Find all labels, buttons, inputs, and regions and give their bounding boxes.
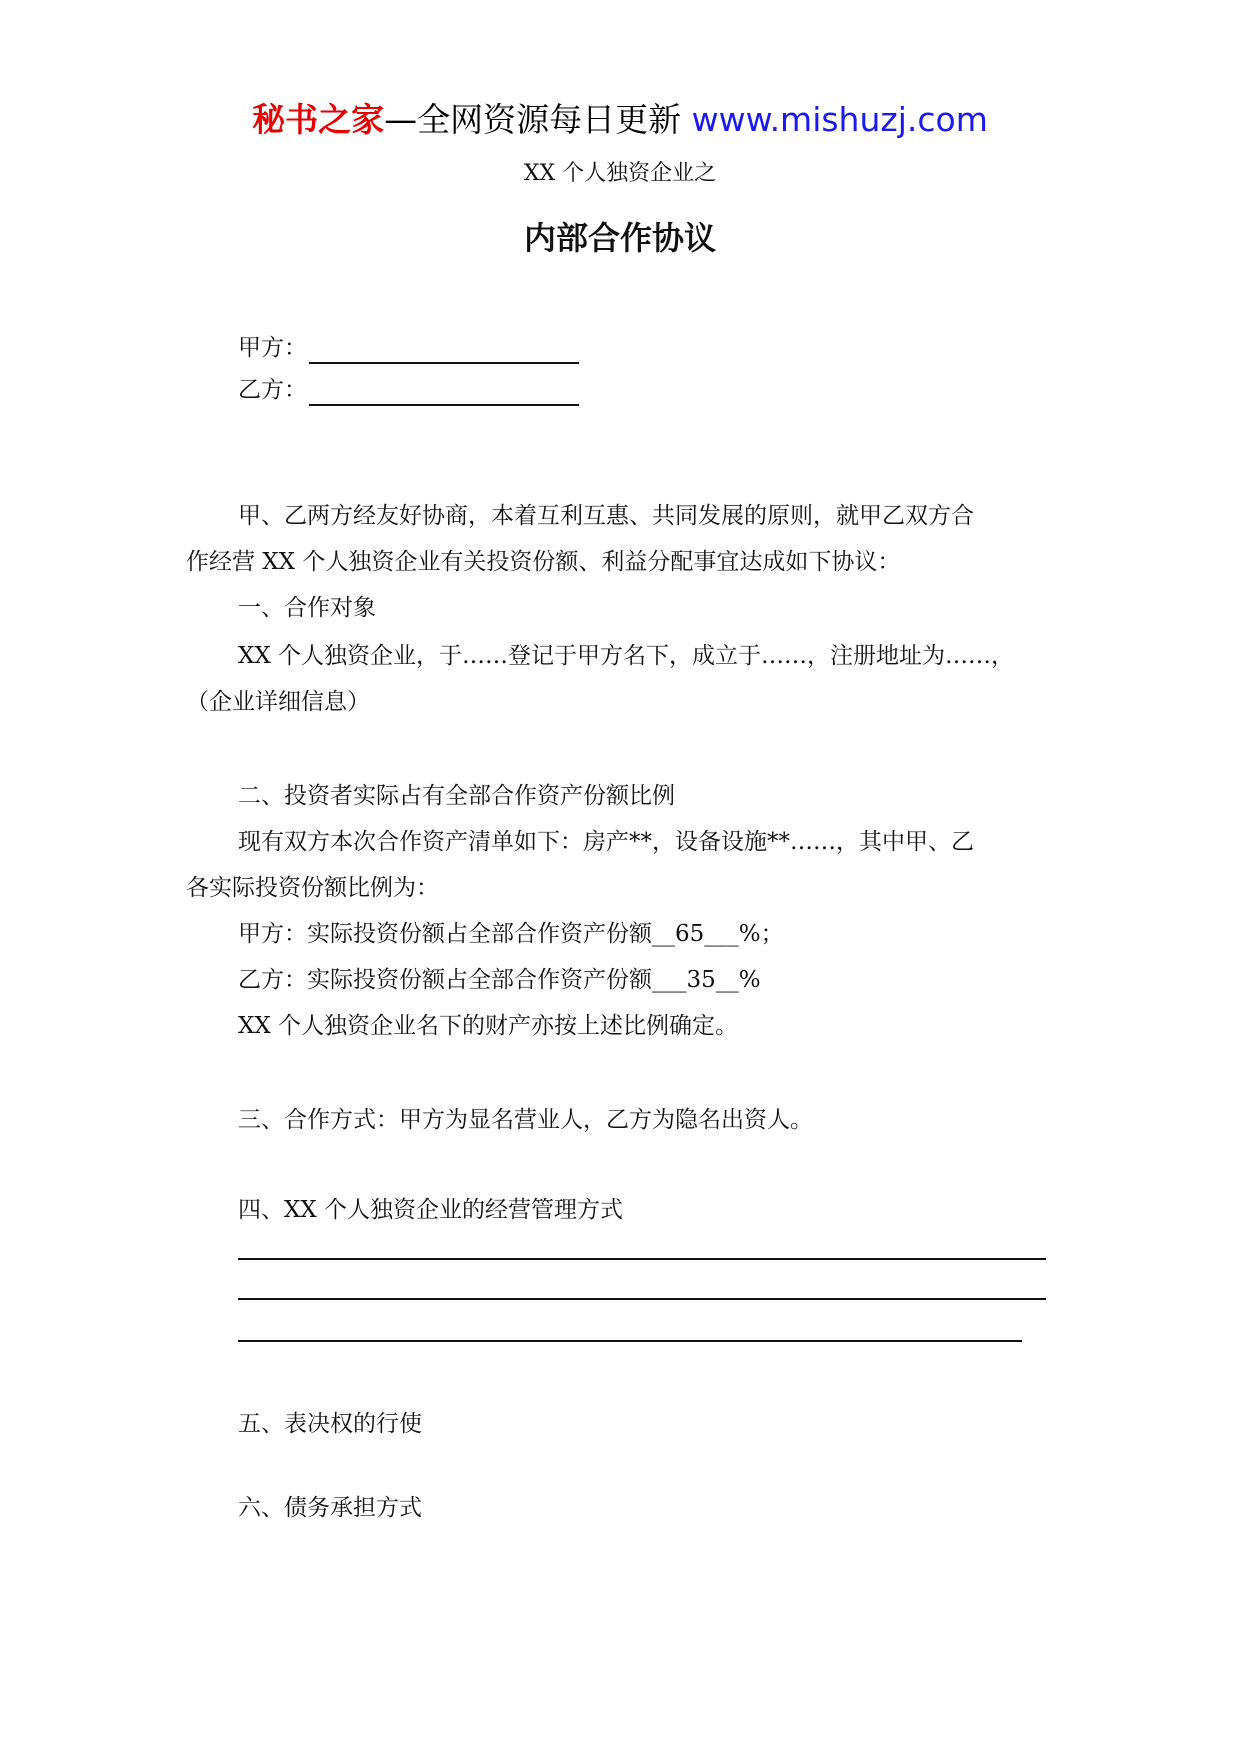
section4-blank-line-1 — [238, 1258, 1046, 1260]
section2-heading: 二、投资者实际占有全部合作资产份额比例 — [238, 783, 675, 809]
intro-line-1: 甲、乙两方经友好协商，本着互利互惠、共同发展的原则，就甲乙双方合 — [238, 503, 974, 529]
section1-line-2: （企业详细信息） — [186, 689, 370, 715]
party-a-blank — [309, 336, 579, 364]
section1-line-1: XX 个人独资企业，于……登记于甲方名下，成立于……，注册地址为……， — [238, 643, 1015, 669]
section4-heading: 四、XX 个人独资企业的经营管理方式 — [238, 1197, 624, 1223]
banner-brand: 秘书之家 — [252, 100, 385, 139]
intro-line-2: 作经营 XX 个人独资企业有关投资份额、利益分配事宜达成如下协议： — [186, 549, 901, 575]
party-a-share: 甲方：实际投资份额占全部合作资产份额__65___%； — [238, 921, 784, 947]
section5-heading: 五、表决权的行使 — [238, 1411, 422, 1437]
banner-tagline: —全网资源每日更新 — [384, 100, 682, 139]
party-b-blank — [309, 378, 579, 406]
section2-line-2: 各实际投资份额比例为： — [186, 875, 439, 901]
document-title: 内部合作协议 — [523, 219, 716, 257]
site-banner — [0, 98, 1240, 142]
section2-line-1: 现有双方本次合作资产清单如下：房产**，设备设施**……，其中甲、乙 — [238, 829, 974, 855]
section2-note: XX 个人独资企业名下的财产亦按上述比例确定。 — [238, 1013, 739, 1039]
section6-heading: 六、债务承担方式 — [238, 1495, 422, 1521]
party-b-share: 乙方：实际投资份额占全部合作资产份额___35__% — [238, 967, 761, 993]
section4-blank-line-2 — [238, 1298, 1046, 1300]
section1-heading: 一、合作对象 — [238, 595, 376, 621]
party-a-line — [238, 332, 579, 364]
section4-blank-line-3 — [238, 1340, 1022, 1342]
document-subtitle: XX 个人独资企业之 — [523, 161, 717, 186]
section3-heading: 三、合作方式：甲方为显名营业人，乙方为隐名出资人。 — [238, 1107, 813, 1133]
party-a-label: 甲方： — [238, 335, 307, 361]
party-b-line — [238, 374, 579, 406]
banner-site-link[interactable]: www.mishuzj.com — [691, 100, 988, 139]
party-b-label: 乙方： — [238, 377, 307, 403]
